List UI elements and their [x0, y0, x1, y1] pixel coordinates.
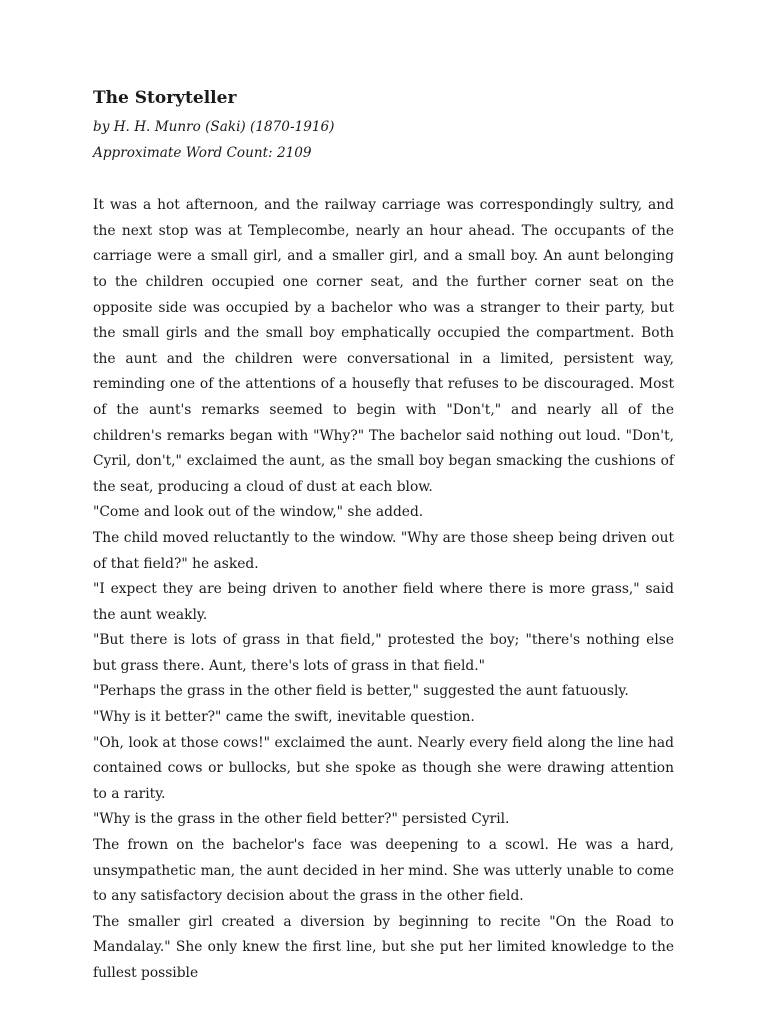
- paragraph: The child moved reluctantly to the window. "Why are those sheep being driven out of that field?" he asked.: [93, 529, 674, 572]
- paragraph: "Come and look out of the window," she added.: [93, 504, 424, 521]
- paragraph: The frown on the bachelor's face was deepening to a scowl. He was a hard, unsympathetic man, the aunt decided in her mind. She was utterly unable to come to any satisfactory decision about the grass in the other field.: [93, 837, 674, 905]
- paragraph: "Why is it better?" came the swift, inevitable question.: [93, 709, 475, 726]
- author-byline: by H. H. Munro (Saki) (1870-1916): [93, 119, 335, 135]
- document-page: [93, 86, 674, 987]
- paragraph: "I expect they are being driven to another field where there is more grass," said the aunt weakly.: [93, 581, 674, 623]
- paragraph: "But there is lots of grass in that field," protested the boy; "there's nothing else but grass there. Aunt, there's lots of grass in that field.": [93, 632, 674, 674]
- paragraph: "Oh, look at those cows!" exclaimed the aunt. Nearly every field along the line had contained cows or bullocks, but she spoke as though she were drawing attention to a rarity.: [93, 734, 674, 802]
- paragraph: "Perhaps the grass in the other field is better," suggested the aunt fatuously.: [93, 683, 629, 700]
- word-count: Approximate Word Count: 2109: [93, 144, 312, 161]
- paragraph: The smaller girl created a diversion by beginning to recite "On the Road to Mandalay." She only knew the first line, but she put her limited knowledge to the fullest possible: [93, 913, 674, 981]
- paragraph: It was a hot afternoon, and the railway carriage was correspondingly sultry, and the next stop was at Templecombe, nearly an hour ahead. The occupants of the carriage were a small girl, and a smaller girl, and a small boy. An aunt belonging to the children occupied one corner seat, and the further corner seat on the opposite side was occupied by a bachelor who was a stranger to their party, but the small girls and the small boy emphatically occupied the compartment. Both the aunt and the children were conversational in a limited, persistent way, reminding one of the attentions of a housefly that refuses to be discouraged. Most of the aunt's remarks seemed to begin with "Don't," and nearly all of the children's remarks began with "Why?" The bachelor said nothing out loud. "Don't, Cyril, don't," exclaimed the aunt, as the small boy began smacking the cushions of the seat, producing a cloud of dust at each blow.: [93, 197, 674, 495]
- story-body: [93, 193, 674, 986]
- paragraph: "Why is the grass in the other field better?" persisted Cyril.: [93, 811, 510, 828]
- story-title: The Storyteller: [93, 88, 237, 108]
